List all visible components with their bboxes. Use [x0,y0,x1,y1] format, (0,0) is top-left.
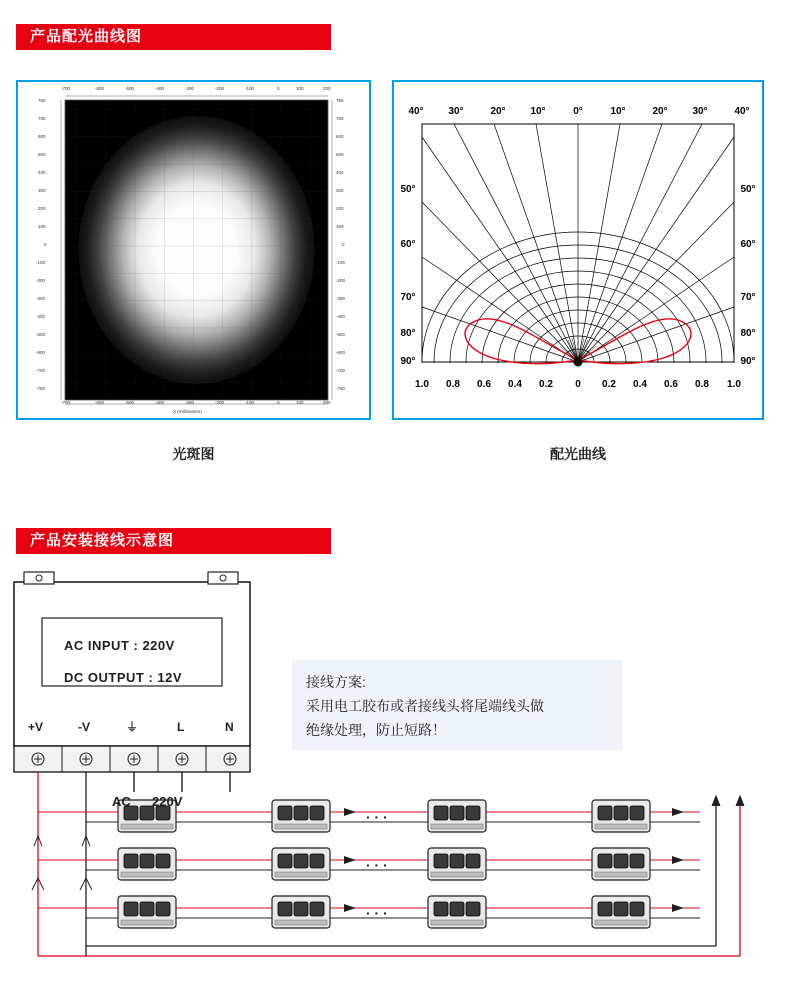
svg-text:0.8: 0.8 [446,379,460,390]
svg-text:60°: 60° [740,239,756,250]
wiring-diagram-svg [0,560,790,990]
wiring-diagram [0,560,790,990]
svg-text:30°: 30° [692,106,708,117]
terminal-label-negative: -V [78,720,90,734]
svg-text:1.0: 1.0 [415,379,429,390]
terminal-label-neutral: N [225,720,234,734]
light-distribution-svg [394,82,762,418]
svg-text:20°: 20° [490,106,506,117]
terminal-label-ground: ⏚ [126,720,139,734]
section-title-photometric: 产品配光曲线图 [16,24,331,50]
spot-xlabel: X (millimeters) [173,409,202,414]
svg-text:0°: 0° [573,106,583,117]
ac-voltage-label: 220V [152,794,183,809]
wiring-note-box [292,660,622,750]
ac-source-label: AC [112,794,131,809]
svg-text:0.6: 0.6 [664,379,678,390]
svg-text:20°: 20° [652,106,668,117]
psu-dc-output-label: DC OUTPUT : 12V [64,670,183,685]
svg-text:0.4: 0.4 [508,379,522,390]
svg-text:50°: 50° [740,184,756,195]
terminal-label-positive: +V [28,720,44,734]
light-distribution-panel [392,80,764,420]
svg-text:0.2: 0.2 [602,379,616,390]
svg-text:80°: 80° [740,328,756,339]
svg-text:10°: 10° [610,106,626,117]
svg-text:60°: 60° [400,239,416,250]
note-line-1: 采用电工胶布或者接线头将尾端线头做 [306,698,544,714]
svg-text:90°: 90° [740,356,756,367]
svg-text:80°: 80° [400,328,416,339]
terminal-label-live: L [177,720,185,734]
spot-diagram-caption: 光斑图 [172,446,215,462]
svg-text:0.6: 0.6 [477,379,491,390]
row-ellipsis-2: · · · [366,857,388,873]
svg-text:0.2: 0.2 [539,379,553,390]
svg-text:1.0: 1.0 [727,379,741,390]
svg-text:50°: 50° [400,184,416,195]
svg-text:70°: 70° [740,292,756,303]
section-title-wiring: 产品安装接线示意图 [16,528,331,554]
svg-text:40°: 40° [408,106,424,117]
light-distribution-caption: 配光曲线 [550,446,606,462]
svg-text:0.8: 0.8 [695,379,709,390]
spot-diagram-labels: -700 -600 -500 -400 -300 -200 -100 0 100 200 -700 -600 -500 -400 -300 -200 -100 0 100 200 X (millimeters) 750 700 600 500 400 300 200 100 0 -100 -200 -300 -400 -500 -600 -700 -750 750 700 600 500 400 300 200 100 0 -100 -200 -300 -400 -500 -600 -700 -750 [36,86,346,414]
svg-text:40°: 40° [734,106,750,117]
spot-diagram-panel [16,80,371,420]
note-line-2: 绝缘处理，防止短路！ [306,722,446,738]
svg-text:0: 0 [575,379,581,390]
svg-text:90°: 90° [400,356,416,367]
row-ellipsis-3: · · · [366,905,388,921]
svg-text:30°: 30° [448,106,464,117]
svg-text:70°: 70° [400,292,416,303]
psu-ac-input-label: AC INPUT : 220V [64,638,175,653]
svg-text:0.4: 0.4 [633,379,647,390]
svg-text:10°: 10° [530,106,546,117]
row-ellipsis-1: · · · [366,809,388,825]
note-title: 接线方案: [306,674,366,690]
